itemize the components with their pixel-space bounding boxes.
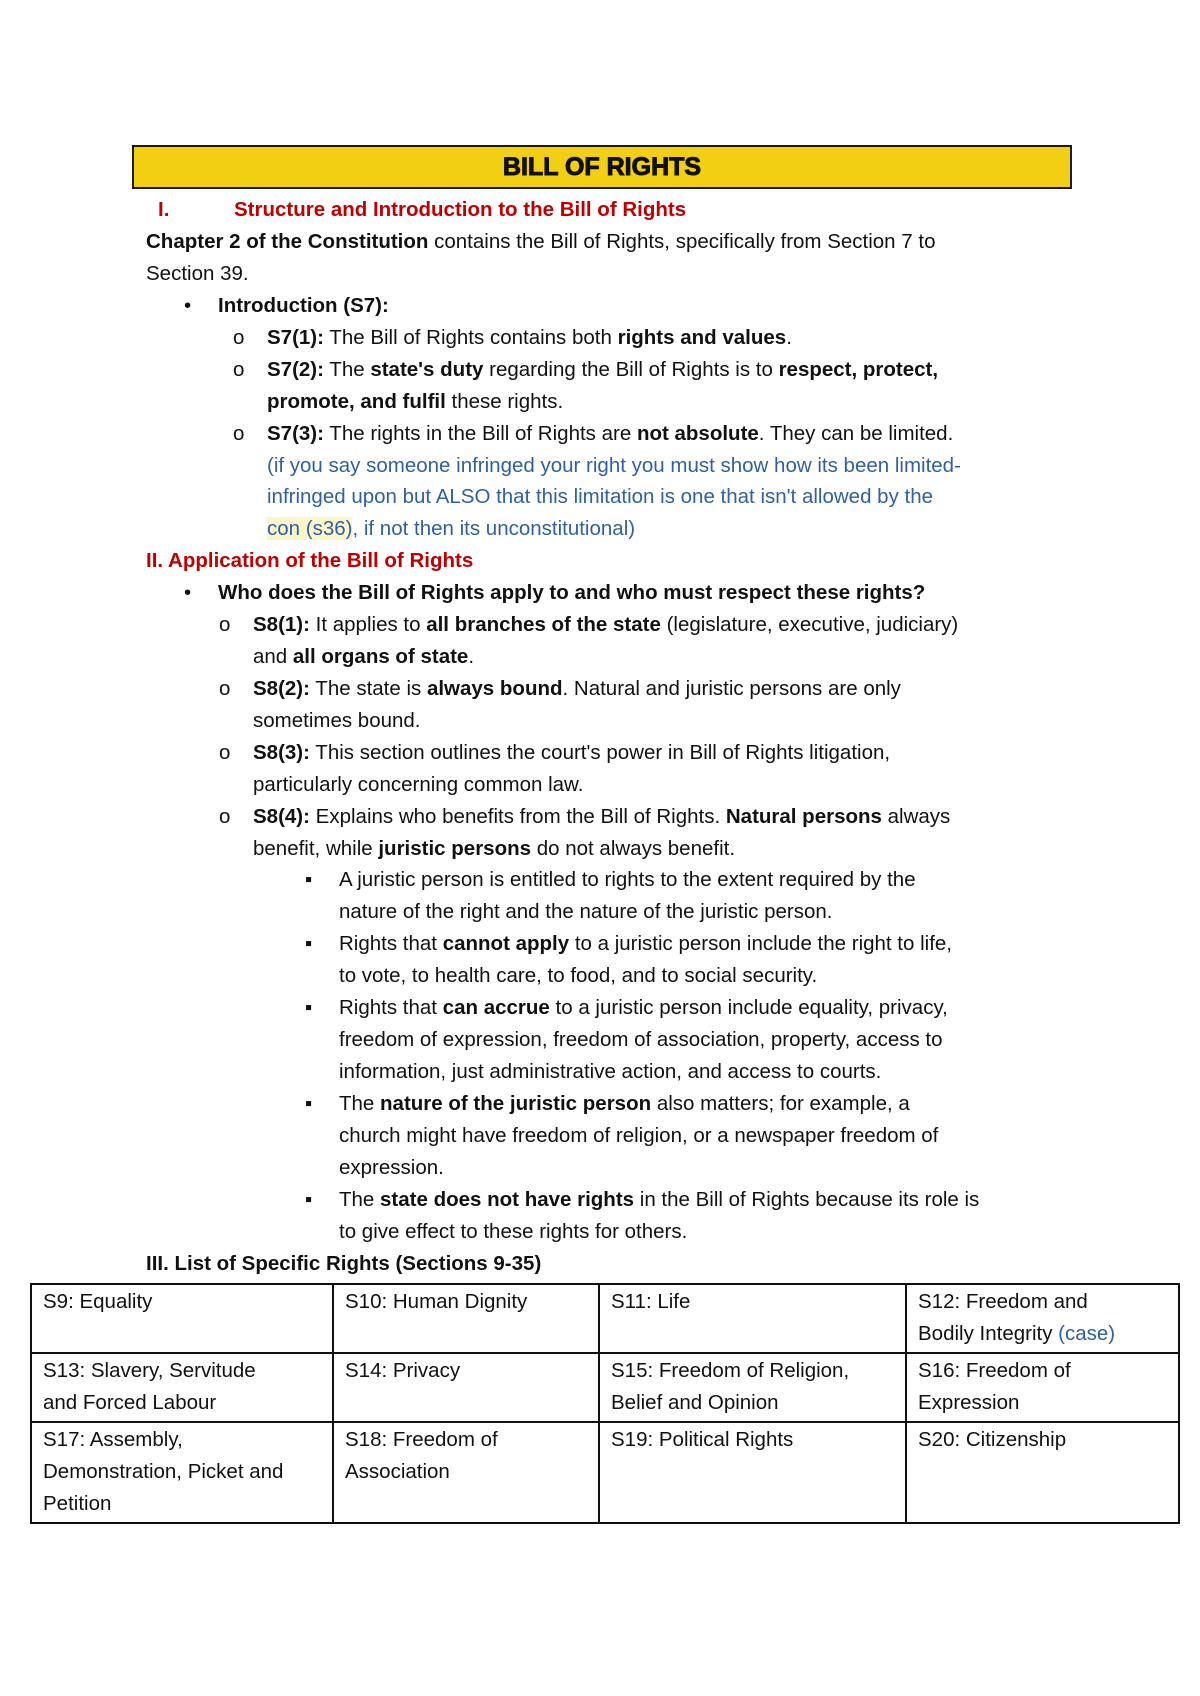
sub-item-2: Rights that cannot apply to a juristic person include the right to life, [339,932,953,955]
square-marker: ▪ [305,996,313,1019]
circle-marker: o [219,741,231,764]
s7-2-item: S7(2): The state's duty regarding the Bill of Rights is to respect, protect, [267,358,939,381]
page-title: BILL OF RIGHTS [502,152,702,181]
note-line-3: con (s36), if not then its unconstitutional) [267,517,636,540]
s8-1-item-cont: and all organs of state. [253,645,475,668]
sub-item-3-cont-2: information, just administrative action, and access to courts. [339,1060,882,1083]
sub-item-4-cont-2: expression. [339,1156,444,1179]
section1-heading: Structure and Introduction to the Bill of Rights [234,198,687,221]
table-cell: S15: Freedom of Religion, Belief and Opinion [599,1353,906,1422]
circle-marker: o [219,677,231,700]
sub-item-3: Rights that can accrue to a juristic person include equality, privacy, [339,996,948,1019]
intro-s7-bullet: Introduction (S7): [218,294,389,317]
square-marker: ▪ [305,1092,313,1115]
s7-2-item-cont: promote, and fulfil these rights. [267,390,564,413]
section1-numeral: I. [158,198,170,221]
s8-2-item-cont: sometimes bound. [253,709,421,732]
table-cell: S16: Freedom of Expression [906,1353,1179,1422]
rights-table [30,1283,1180,1524]
title-banner [132,145,1072,189]
table-cell: S17: Assembly, Demonstration, Picket and Petition [31,1422,333,1523]
note-line-2: infringed upon but ALSO that this limitation is one that isn't allowed by the [267,485,934,508]
circle-marker: o [233,326,245,349]
bullet-marker: • [184,294,192,317]
intro-line-2: Section 39. [146,262,249,285]
s8-1-item: S8(1): It applies to all branches of the state (legislature, executive, judiciary) [253,613,959,636]
table-cell: S19: Political Rights [599,1422,906,1523]
s7-1-item: S7(1): The Bill of Rights contains both rights and values. [267,326,792,349]
sub-item-1-cont: nature of the right and the nature of the juristic person. [339,900,833,923]
table-cell: S11: Life [599,1284,906,1353]
square-marker: ▪ [305,932,313,955]
table-row [31,1284,1179,1353]
table-row [31,1422,1179,1523]
s8-3-item-cont: particularly concerning common law. [253,773,584,796]
table-cell: S18: Freedom of Association [333,1422,599,1523]
circle-marker: o [219,805,231,828]
s8-3-item: S8(3): This section outlines the court's power in Bill of Rights litigation, [253,741,891,764]
note-line-1: (if you say someone infringed your right you must show how its been limited- [267,454,961,477]
table-cell: S10: Human Dignity [333,1284,599,1353]
square-marker: ▪ [305,1188,313,1211]
bullet-marker: • [184,581,192,604]
sub-item-5: The state does not have rights in the Bill of Rights because its role is [339,1188,980,1211]
s8-4-item-cont: benefit, while juristic persons do not always benefit. [253,837,736,860]
circle-marker: o [233,358,245,381]
sub-item-3-cont-1: freedom of expression, freedom of association, property, access to [339,1028,943,1051]
highlighted-reference: con (s36) [267,517,353,540]
s7-3-item: S7(3): The rights in the Bill of Rights are not absolute. They can be limited. [267,422,954,445]
application-question: Who does the Bill of Rights apply to and who must respect these rights? [218,581,926,604]
section2-heading: II. Application of the Bill of Rights [146,549,474,572]
sub-item-5-cont: to give effect to these rights for others. [339,1220,688,1243]
table-cell: S14: Privacy [333,1353,599,1422]
intro-line-1: Chapter 2 of the Constitution contains the Bill of Rights, specifically from Section 7 to [146,230,936,253]
section3-heading: III. List of Specific Rights (Sections 9-35) [146,1252,542,1275]
s8-2-item: S8(2): The state is always bound. Natural and juristic persons are only [253,677,901,700]
circle-marker: o [219,613,231,636]
table-cell: S20: Citizenship [906,1422,1179,1523]
sub-item-4-cont-1: church might have freedom of religion, or a newspaper freedom of [339,1124,939,1147]
sub-item-4: The nature of the juristic person also matters; for example, a [339,1092,910,1115]
s8-4-item: S8(4): Explains who benefits from the Bill of Rights. Natural persons always [253,805,951,828]
circle-marker: o [233,422,245,445]
table-row [31,1353,1179,1422]
case-link[interactable]: (case) [1058,1322,1116,1345]
sub-item-1: A juristic person is entitled to rights to the extent required by the [339,868,916,891]
sub-item-2-cont: to vote, to health care, to food, and to social security. [339,964,818,987]
table-cell: S13: Slavery, Servitude and Forced Labour [31,1353,333,1422]
table-cell: S12: Freedom and Bodily Integrity (case) [906,1284,1179,1353]
square-marker: ▪ [305,868,313,891]
table-cell: S9: Equality [31,1284,333,1353]
